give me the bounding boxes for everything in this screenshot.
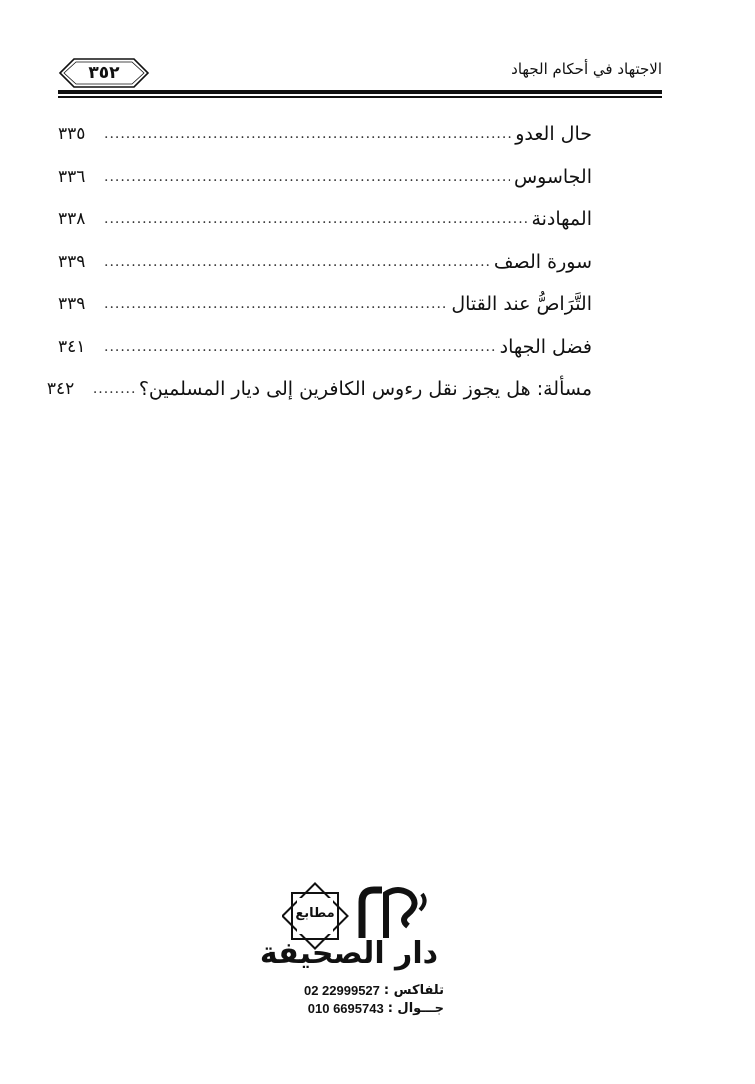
toc-entry-title: حال العدو [515, 123, 592, 146]
toc-entry-title: المهادنة [531, 208, 592, 231]
running-title: الاجتهاد في أحكام الجهاد [511, 60, 662, 78]
mobile-label: جـــوال : [387, 1001, 444, 1016]
telefax-line [284, 982, 444, 1000]
toc-entry-title: التَّرَاصُّ عند القتال [451, 293, 592, 316]
toc-entry-title: الجاسوس [513, 165, 592, 188]
toc-entry-page: ٣٤٢ [46, 379, 75, 400]
toc-leader-dots [104, 124, 511, 144]
toc-leader-dots [104, 294, 447, 314]
telefax-number: 02 22999527 [303, 983, 380, 998]
toc-leader-dots [104, 167, 510, 187]
table-of-contents [46, 113, 592, 411]
toc-entry [58, 113, 592, 156]
toc-entry [58, 326, 592, 369]
toc-entry [58, 156, 592, 199]
toc-leader-dots [104, 209, 527, 229]
logo-star-text: مطابع [295, 906, 335, 921]
toc-leader-dots [93, 379, 135, 399]
toc-entry-title: فضل الجهاد [499, 335, 592, 358]
mobile-number: 010 6695743 [307, 1001, 384, 1016]
toc-entry-title: مسألة: هل يجوز نقل رءوس الكافرين إلى ديار المسلمين؟ [138, 378, 592, 401]
telefax-label: تلفاكس : [383, 983, 444, 998]
toc-entry [58, 241, 592, 284]
mobile-line [284, 1000, 444, 1018]
page-number-badge [58, 56, 150, 90]
header-rule-thick [58, 90, 662, 94]
toc-entry [58, 198, 592, 241]
toc-entry-page: ٣٣٩ [58, 294, 86, 315]
publisher-contact [284, 982, 444, 1018]
toc-entry [58, 283, 592, 326]
toc-entry-page: ٣٣٦ [58, 166, 86, 187]
logo-name: دار الصحيفة [259, 936, 438, 971]
page-number: ٣٥٢ [88, 63, 120, 83]
toc-entry-page: ٣٣٨ [58, 209, 86, 230]
toc-entry-page: ٣٤١ [58, 336, 86, 357]
publisher-logo [259, 880, 442, 976]
toc-entry-page: ٣٣٥ [58, 124, 86, 145]
toc-entry [46, 368, 592, 411]
toc-entry-page: ٣٣٩ [58, 251, 86, 272]
toc-leader-dots [104, 337, 496, 357]
toc-entry-title: سورة الصف [493, 250, 592, 273]
header-rule-thin [58, 96, 662, 98]
toc-leader-dots [104, 252, 490, 272]
